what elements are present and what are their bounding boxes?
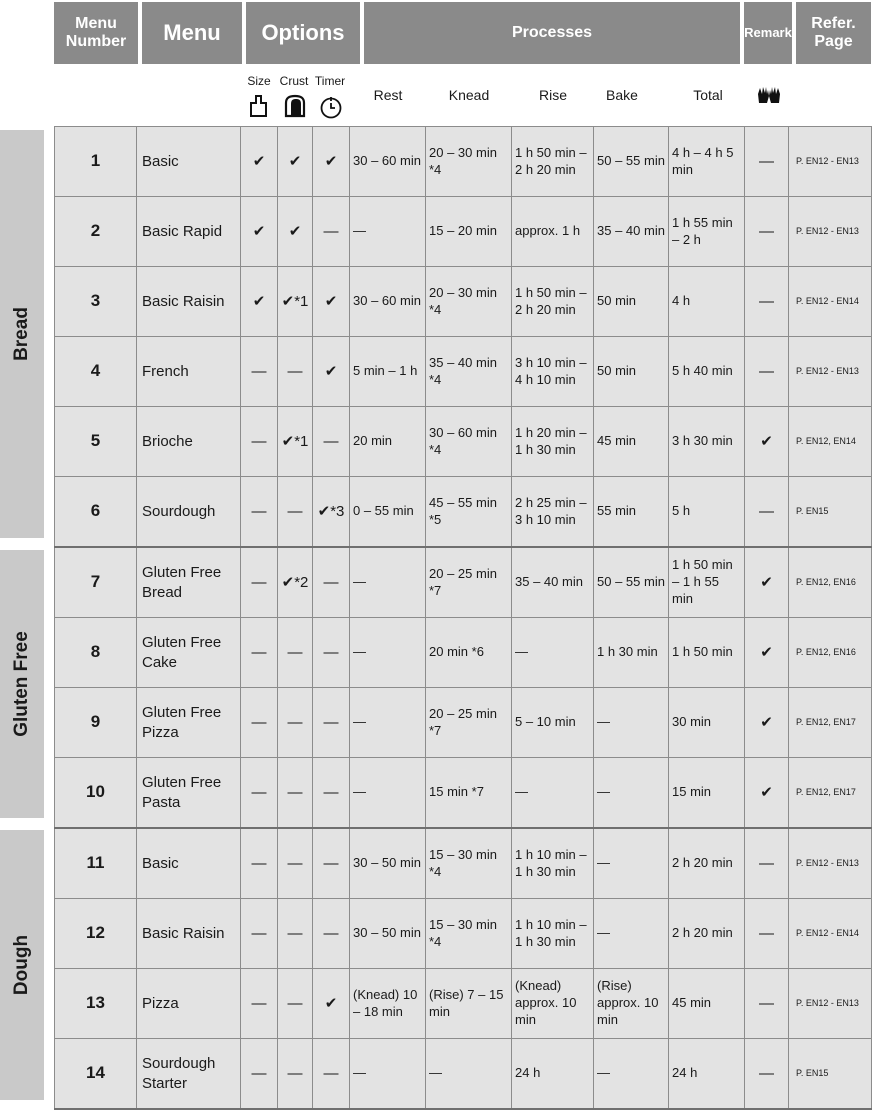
- size-option-cell: —: [241, 477, 278, 548]
- knead-time-cell: 20 – 25 min *7: [426, 547, 512, 618]
- remark-cell: ✔: [745, 618, 789, 688]
- menu-name-cell: Basic: [137, 127, 241, 197]
- menu-number-cell: 3: [55, 267, 137, 337]
- bake-time-cell: (Rise) approx. 10 min: [594, 969, 669, 1039]
- bake-time-cell: —: [594, 758, 669, 829]
- rise-time-cell: 1 h 50 min – 2 h 20 min: [512, 267, 594, 337]
- knead-time-cell: 20 min *6: [426, 618, 512, 688]
- refer-page-cell: P. EN12, EN14: [789, 407, 872, 477]
- remark-cell: —: [745, 337, 789, 407]
- rise-time-cell: 5 – 10 min: [512, 688, 594, 758]
- rise-time-cell: —: [512, 758, 594, 829]
- menu-number-cell: 14: [55, 1039, 137, 1110]
- refer-page-cell: P. EN12 - EN13: [789, 197, 872, 267]
- crust-option-cell: ✔*2: [278, 547, 313, 618]
- size-option-cell: —: [241, 1039, 278, 1110]
- remark-cell: —: [745, 899, 789, 969]
- knead-time-cell: 35 – 40 min *4: [426, 337, 512, 407]
- crust-option-cell: —: [278, 828, 313, 899]
- bake-time-cell: —: [594, 688, 669, 758]
- table-row: [55, 337, 872, 407]
- knead-time-cell: 20 – 30 min *4: [426, 267, 512, 337]
- timer-icon: [319, 95, 343, 119]
- remark-cell: —: [745, 477, 789, 548]
- crust-option-cell: ✔: [278, 197, 313, 267]
- total-time-cell: 5 h 40 min: [669, 337, 745, 407]
- crust-option-cell: —: [278, 337, 313, 407]
- rise-time-cell: 3 h 10 min – 4 h 10 min: [512, 337, 594, 407]
- menu-name-cell: Sourdough: [137, 477, 241, 548]
- table-row: [55, 899, 872, 969]
- remark-cell: —: [745, 127, 789, 197]
- rest-time-cell: —: [350, 197, 426, 267]
- option-size-label: Size: [247, 74, 271, 88]
- table-row: [55, 127, 872, 197]
- rise-time-cell: approx. 1 h: [512, 197, 594, 267]
- menu-name-cell: Gluten Free Pasta: [137, 758, 241, 829]
- remark-cell: —: [745, 197, 789, 267]
- remark-cell: —: [745, 1039, 789, 1110]
- timer-option-cell: ✔: [313, 337, 350, 407]
- rise-time-cell: 1 h 10 min – 1 h 30 min: [512, 828, 594, 899]
- group-dough-label: Dough: [11, 934, 32, 996]
- bake-time-cell: 50 – 55 min: [594, 547, 669, 618]
- remark-cell: —: [745, 828, 789, 899]
- table-row: [55, 547, 872, 618]
- size-option-cell: —: [241, 969, 278, 1039]
- knead-time-cell: 15 min *7: [426, 758, 512, 829]
- subheader-row: [0, 66, 875, 124]
- option-timer-label: Timer: [314, 74, 346, 88]
- menu-number-cell: 12: [55, 899, 137, 969]
- knead-time-cell: 15 – 30 min *4: [426, 828, 512, 899]
- total-time-cell: 1 h 55 min – 2 h: [669, 197, 745, 267]
- group-dough: [0, 830, 44, 1100]
- rest-time-cell: 0 – 55 min: [350, 477, 426, 548]
- rise-time-cell: 35 – 40 min: [512, 547, 594, 618]
- timer-option-cell: —: [313, 1039, 350, 1110]
- refer-page-cell: P. EN12, EN17: [789, 688, 872, 758]
- total-time-cell: 3 h 30 min: [669, 407, 745, 477]
- crust-option-cell: —: [278, 1039, 313, 1110]
- refer-page-cell: P. EN12, EN16: [789, 547, 872, 618]
- rest-time-cell: 30 – 50 min: [350, 899, 426, 969]
- remark-cell: —: [745, 267, 789, 337]
- rest-time-cell: 20 min: [350, 407, 426, 477]
- refer-page-cell: P. EN12 - EN14: [789, 267, 872, 337]
- rise-time-cell: 2 h 25 min – 3 h 10 min: [512, 477, 594, 548]
- timer-option-cell: —: [313, 758, 350, 829]
- total-time-cell: 4 h: [669, 267, 745, 337]
- refer-page-cell: P. EN12 - EN13: [789, 969, 872, 1039]
- size-option-cell: —: [241, 407, 278, 477]
- process-knead-label: Knead: [448, 87, 490, 103]
- process-bake-label: Bake: [606, 87, 638, 103]
- menu-name-cell: Basic Rapid: [137, 197, 241, 267]
- bake-time-cell: 45 min: [594, 407, 669, 477]
- size-option-cell: —: [241, 688, 278, 758]
- table-row: [55, 407, 872, 477]
- table-row: [55, 758, 872, 829]
- bake-time-cell: —: [594, 828, 669, 899]
- crust-icon: [283, 94, 307, 118]
- total-time-cell: 24 h: [669, 1039, 745, 1110]
- rise-time-cell: 1 h 20 min – 1 h 30 min: [512, 407, 594, 477]
- loaf-size-icon: [249, 94, 269, 118]
- knead-time-cell: —: [426, 1039, 512, 1110]
- bake-time-cell: —: [594, 899, 669, 969]
- total-time-cell: 1 h 50 min – 1 h 55 min: [669, 547, 745, 618]
- menu-number-cell: 7: [55, 547, 137, 618]
- crust-option-cell: —: [278, 688, 313, 758]
- crust-option-cell: —: [278, 758, 313, 829]
- menu-name-cell: Gluten Free Bread: [137, 547, 241, 618]
- menu-name-cell: Pizza: [137, 969, 241, 1039]
- header-menu: Menu: [142, 2, 242, 64]
- size-option-cell: —: [241, 899, 278, 969]
- refer-page-cell: P. EN15: [789, 1039, 872, 1110]
- timer-option-cell: —: [313, 828, 350, 899]
- remark-cell: ✔: [745, 688, 789, 758]
- refer-page-cell: P. EN12 - EN13: [789, 127, 872, 197]
- rise-time-cell: (Knead) approx. 10 min: [512, 969, 594, 1039]
- refer-page-cell: P. EN12 - EN14: [789, 899, 872, 969]
- menu-table: [54, 126, 872, 1110]
- rest-time-cell: —: [350, 1039, 426, 1110]
- group-bread-label: Bread: [11, 307, 32, 361]
- size-option-cell: —: [241, 618, 278, 688]
- timer-option-cell: —: [313, 547, 350, 618]
- bake-time-cell: 50 – 55 min: [594, 127, 669, 197]
- menu-number-cell: 9: [55, 688, 137, 758]
- knead-time-cell: 45 – 55 min *5: [426, 477, 512, 548]
- bake-time-cell: 55 min: [594, 477, 669, 548]
- menu-name-cell: Brioche: [137, 407, 241, 477]
- crust-option-cell: ✔: [278, 127, 313, 197]
- table-row: [55, 477, 872, 548]
- header-remark: Remark: [744, 2, 792, 64]
- bake-time-cell: 50 min: [594, 267, 669, 337]
- rest-time-cell: —: [350, 758, 426, 829]
- menu-number-cell: 8: [55, 618, 137, 688]
- rest-time-cell: (Knead) 10 – 18 min: [350, 969, 426, 1039]
- menu-name-cell: Gluten Free Pizza: [137, 688, 241, 758]
- knead-time-cell: 20 – 25 min *7: [426, 688, 512, 758]
- size-option-cell: ✔: [241, 267, 278, 337]
- size-option-cell: ✔: [241, 127, 278, 197]
- menu-number-cell: 11: [55, 828, 137, 899]
- header-refer-page: Refer. Page: [796, 2, 871, 64]
- remark-cell: ✔: [745, 547, 789, 618]
- menu-number-cell: 5: [55, 407, 137, 477]
- timer-option-cell: —: [313, 899, 350, 969]
- total-time-cell: 2 h 20 min: [669, 899, 745, 969]
- rise-time-cell: 1 h 10 min – 1 h 30 min: [512, 899, 594, 969]
- size-option-cell: —: [241, 828, 278, 899]
- refer-page-cell: P. EN15: [789, 477, 872, 548]
- bake-time-cell: —: [594, 1039, 669, 1110]
- size-option-cell: —: [241, 337, 278, 407]
- crust-option-cell: —: [278, 477, 313, 548]
- rest-time-cell: 30 – 60 min: [350, 267, 426, 337]
- size-option-cell: —: [241, 547, 278, 618]
- total-time-cell: 30 min: [669, 688, 745, 758]
- menu-number-cell: 6: [55, 477, 137, 548]
- process-rest-label: Rest: [373, 87, 403, 103]
- gloves-icon: [757, 85, 781, 105]
- size-option-cell: —: [241, 758, 278, 829]
- knead-time-cell: (Rise) 7 – 15 min: [426, 969, 512, 1039]
- total-time-cell: 2 h 20 min: [669, 828, 745, 899]
- timer-option-cell: —: [313, 197, 350, 267]
- refer-page-cell: P. EN12, EN17: [789, 758, 872, 829]
- process-total-label: Total: [693, 87, 723, 103]
- header-options: Options: [246, 2, 360, 64]
- timer-option-cell: —: [313, 407, 350, 477]
- remark-cell: —: [745, 969, 789, 1039]
- rise-time-cell: —: [512, 618, 594, 688]
- timer-option-cell: ✔: [313, 969, 350, 1039]
- remark-cell: ✔: [745, 407, 789, 477]
- remark-cell: ✔: [745, 758, 789, 829]
- rest-time-cell: 5 min – 1 h: [350, 337, 426, 407]
- rest-time-cell: —: [350, 618, 426, 688]
- group-gluten-free: [0, 550, 44, 818]
- crust-option-cell: ✔*1: [278, 407, 313, 477]
- rest-time-cell: —: [350, 547, 426, 618]
- crust-option-cell: —: [278, 618, 313, 688]
- timer-option-cell: ✔: [313, 127, 350, 197]
- menu-number-cell: 2: [55, 197, 137, 267]
- process-rise-label: Rise: [538, 87, 567, 103]
- knead-time-cell: 15 – 20 min: [426, 197, 512, 267]
- refer-page-cell: P. EN12 - EN13: [789, 337, 872, 407]
- header-processes: Processes: [364, 2, 740, 64]
- total-time-cell: 15 min: [669, 758, 745, 829]
- total-time-cell: 1 h 50 min: [669, 618, 745, 688]
- bake-time-cell: 35 – 40 min: [594, 197, 669, 267]
- total-time-cell: 45 min: [669, 969, 745, 1039]
- menu-number-cell: 1: [55, 127, 137, 197]
- timer-option-cell: —: [313, 688, 350, 758]
- header-menu-number: Menu Number: [54, 2, 138, 64]
- table-row: [55, 1039, 872, 1110]
- menu-name-cell: Basic Raisin: [137, 267, 241, 337]
- group-bread: [0, 130, 44, 538]
- timer-option-cell: ✔: [313, 267, 350, 337]
- option-crust-label: Crust: [279, 74, 309, 88]
- knead-time-cell: 30 – 60 min *4: [426, 407, 512, 477]
- menu-number-cell: 10: [55, 758, 137, 829]
- crust-option-cell: —: [278, 969, 313, 1039]
- menu-name-cell: Basic: [137, 828, 241, 899]
- menu-number-cell: 13: [55, 969, 137, 1039]
- total-time-cell: 5 h: [669, 477, 745, 548]
- menu-name-cell: Gluten Free Cake: [137, 618, 241, 688]
- rest-time-cell: 30 – 60 min: [350, 127, 426, 197]
- table-row: [55, 828, 872, 899]
- rise-time-cell: 1 h 50 min – 2 h 20 min: [512, 127, 594, 197]
- size-option-cell: ✔: [241, 197, 278, 267]
- refer-page-cell: P. EN12 - EN13: [789, 828, 872, 899]
- bake-time-cell: 1 h 30 min: [594, 618, 669, 688]
- timer-option-cell: —: [313, 618, 350, 688]
- menu-name-cell: Basic Raisin: [137, 899, 241, 969]
- table-row: [55, 969, 872, 1039]
- bake-time-cell: 50 min: [594, 337, 669, 407]
- rest-time-cell: 30 – 50 min: [350, 828, 426, 899]
- menu-name-cell: Sourdough Starter: [137, 1039, 241, 1110]
- rest-time-cell: —: [350, 688, 426, 758]
- timer-option-cell: ✔*3: [313, 477, 350, 548]
- refer-page-cell: P. EN12, EN16: [789, 618, 872, 688]
- crust-option-cell: ✔*1: [278, 267, 313, 337]
- menu-name-cell: French: [137, 337, 241, 407]
- table-row: [55, 267, 872, 337]
- table-row: [55, 618, 872, 688]
- group-gluten-free-label: Gluten Free: [11, 631, 32, 737]
- crust-option-cell: —: [278, 899, 313, 969]
- total-time-cell: 4 h – 4 h 5 min: [669, 127, 745, 197]
- table-row: [55, 197, 872, 267]
- rise-time-cell: 24 h: [512, 1039, 594, 1110]
- menu-number-cell: 4: [55, 337, 137, 407]
- table-row: [55, 688, 872, 758]
- knead-time-cell: 20 – 30 min *4: [426, 127, 512, 197]
- knead-time-cell: 15 – 30 min *4: [426, 899, 512, 969]
